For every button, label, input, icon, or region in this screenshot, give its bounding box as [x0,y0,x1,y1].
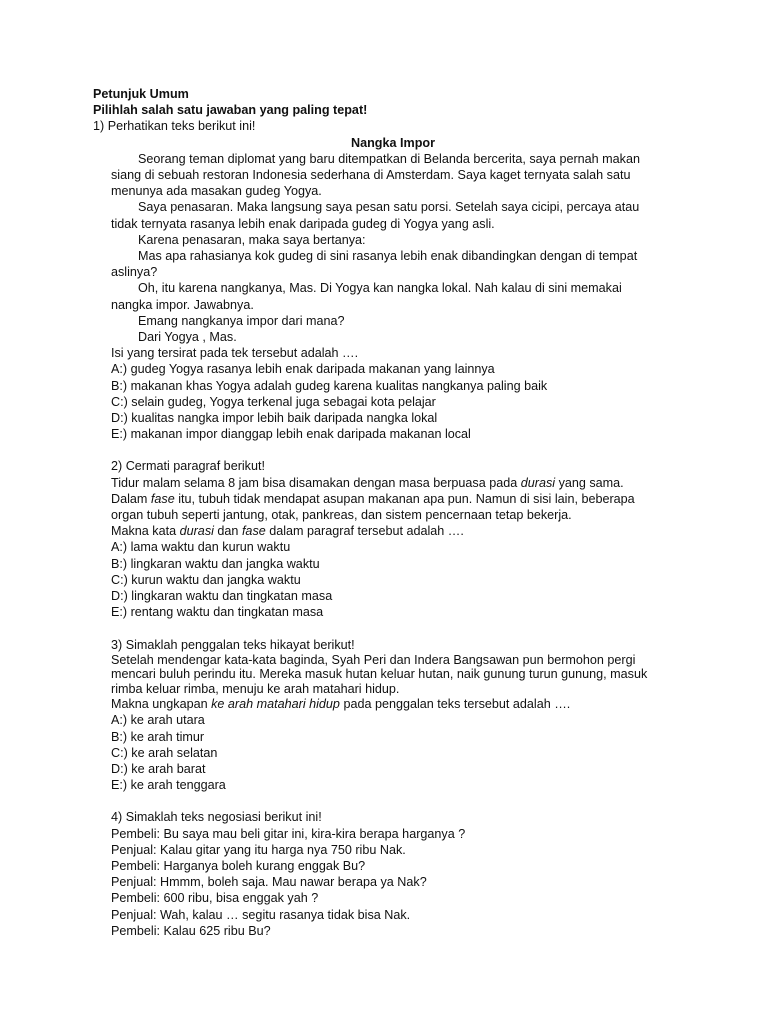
answer-option-e[interactable]: E:) rentang waktu dan tingkatan masa [111,605,324,620]
paragraph-line: Dalam fase itu, tubuh tidak mendapat asupan makanan apa pun. Namun di sisi lain, beberapa [111,491,635,506]
question-stem: Makna ungkapan ke arah matahari hidup pada penggalan teks tersebut adalah …. [111,697,571,712]
paragraph-line: Dari Yogya , Mas. [138,330,237,345]
answer-option-d[interactable]: D:) kualitas nangka impor lebih baik daripada nangka lokal [111,411,438,426]
question-intro: 4) Simaklah teks negosiasi berikut ini! [111,810,322,825]
paragraph-line: Setelah mendengar kata-kata baginda, Syah Peri dan Indera Bangsawan pun bermohon pergi [111,652,636,667]
paragraph-line: tidak ternyata rasanya lebih enak daripada gudeg di Yogya yang asli. [111,216,495,231]
paragraph-line: Karena penasaran, maka saya bertanya: [138,232,366,247]
question-3 [93,637,693,794]
question-intro: 3) Simaklah penggalan teks hikayat berikut! [111,637,355,652]
instructions-heading: Petunjuk Umum [93,87,189,101]
question-2 [93,458,693,620]
dialogue-line: Pembeli: 600 ribu, bisa enggak yah ? [111,891,319,906]
question-intro: 1) Perhatikan teks berikut ini! [93,119,256,134]
question-1 [93,118,693,442]
paragraph-line: Saya penasaran. Maka langsung saya pesan satu porsi. Setelah saya cicipi, percaya atau [138,200,640,215]
paragraph-line: Tidur malam selama 8 jam bisa disamakan dengan masa berpuasa pada durasi yang sama. [111,475,624,490]
question-stem: Makna kata durasi dan fase dalam paragraf tersebut adalah …. [111,524,464,539]
answer-option-a[interactable]: A:) lama waktu dan kurun waktu [111,540,291,555]
dialogue-line: Penjual: Kalau gitar yang itu harga nya 750 ribu Nak. [111,842,406,857]
paragraph-line: Oh, itu karena nangkanya, Mas. Di Yogya kan nangka lokal. Nah kalau di sini memakai [138,281,622,296]
dialogue-line: Penjual: Hmmm, boleh saja. Mau nawar berapa ya Nak? [111,875,427,890]
document-page [93,86,693,939]
paragraph-line: Emang nangkanya impor dari mana? [138,313,345,328]
paragraph-line: mencari buluh perindu itu. Mereka masuk hutan keluar hutan, naik gunung turun gunung, masuk [111,667,648,682]
paragraph-line: aslinya? [111,265,158,280]
dialogue-line: Pembeli: Bu saya mau beli gitar ini, kira-kira berapa harganya ? [111,826,466,841]
question-4 [93,809,693,939]
answer-option-a[interactable]: A:) gudeg Yogya rasanya lebih enak daripada makanan yang lainnya [111,362,495,377]
answer-option-a[interactable]: A:) ke arah utara [111,713,205,728]
answer-option-c[interactable]: C:) kurun waktu dan jangka waktu [111,572,301,587]
dialogue-line: Pembeli: Kalau 625 ribu Bu? [111,923,271,938]
answer-option-b[interactable]: B:) lingkaran waktu dan jangka waktu [111,556,320,571]
dialogue-line: Pembeli: Harganya boleh kurang enggak Bu? [111,859,366,874]
paragraph-line: nangka impor. Jawabnya. [111,297,254,312]
spacer [93,621,693,637]
question-intro: 2) Cermati paragraf berikut! [111,459,265,474]
answer-option-d[interactable]: D:) ke arah barat [111,762,206,777]
answer-option-e[interactable]: E:) makanan impor dianggap lebih enak daripada makanan local [111,427,471,442]
text-title: Nangka Impor [351,135,435,150]
dialogue-line: Penjual: Wah, kalau … segitu rasanya tidak bisa Nak. [111,907,411,922]
answer-option-b[interactable]: B:) makanan khas Yogya adalah gudeg karena kualitas nangkanya paling baik [111,378,548,393]
paragraph-line: menunya ada masakan gudeg Yogya. [111,184,322,199]
paragraph-line: rimba keluar rimba, menuju ke arah matahari hidup. [111,681,400,696]
answer-option-c[interactable]: C:) selain gudeg, Yogya terkenal juga sebagai kota pelajar [111,394,436,409]
answer-option-b[interactable]: B:) ke arah timur [111,729,205,744]
paragraph-line: Mas apa rahasianya kok gudeg di sini rasanya lebih enak dibandingkan dengan di tempat [138,249,638,264]
paragraph-line: siang di sebuah restoran Indonesia sederhana di Amsterdam. Saya kaget ternyata salah satu [111,168,631,183]
paragraph-line: Seorang teman diplomat yang baru ditempatkan di Belanda bercerita, saya pernah makan [138,151,640,166]
answer-option-c[interactable]: C:) ke arah selatan [111,745,218,760]
instructions-text: Pilihlah salah satu jawaban yang paling tepat! [93,103,368,118]
question-stem: Isi yang tersirat pada tek tersebut adalah …. [111,346,359,361]
paragraph-line: organ tubuh seperti jantung, otak, pankreas, dan sistem pencernaan tetap bekerja. [111,508,572,523]
spacer [93,793,693,809]
answer-option-e[interactable]: E:) ke arah tenggara [111,778,226,793]
spacer [93,442,693,458]
answer-option-d[interactable]: D:) lingkaran waktu dan tingkatan masa [111,589,333,604]
